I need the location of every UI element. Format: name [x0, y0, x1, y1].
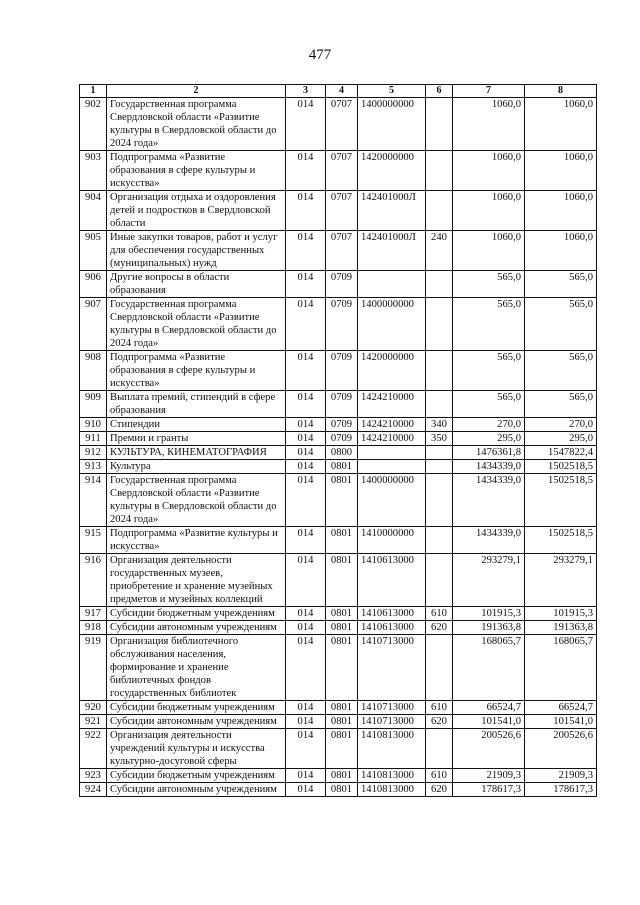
expense-type-cell	[426, 298, 453, 351]
ministry-code-cell: 014	[286, 527, 326, 554]
column-header: 8	[525, 85, 597, 98]
item-name-cell: Государственная программа Свердловской области «Развитие культуры в Свердловской области до 2024 года»	[107, 474, 286, 527]
section-code-cell: 0709	[326, 418, 358, 432]
column-header: 5	[358, 85, 426, 98]
ministry-code-cell: 014	[286, 191, 326, 231]
table-row	[80, 432, 597, 446]
section-code-cell: 0801	[326, 474, 358, 527]
section-code-cell: 0707	[326, 191, 358, 231]
item-name-cell: Культура	[107, 460, 286, 474]
ministry-code-cell: 014	[286, 474, 326, 527]
amount-year2-cell: 1060,0	[525, 98, 597, 151]
item-name-cell: Субсидии бюджетным учреждениям	[107, 607, 286, 621]
row-number-cell: 908	[80, 351, 107, 391]
amount-year1-cell: 565,0	[453, 271, 525, 298]
section-code-cell: 0801	[326, 621, 358, 635]
item-name-cell: Другие вопросы в области образования	[107, 271, 286, 298]
amount-year1-cell: 565,0	[453, 391, 525, 418]
expense-type-cell	[426, 729, 453, 769]
table-row	[80, 271, 597, 298]
target-code-cell: 1400000000	[358, 474, 426, 527]
section-code-cell: 0801	[326, 554, 358, 607]
expense-type-cell	[426, 391, 453, 418]
row-number-cell: 913	[80, 460, 107, 474]
amount-year2-cell: 565,0	[525, 391, 597, 418]
row-number-cell: 915	[80, 527, 107, 554]
item-name-cell: Подпрограмма «Развитие образования в сфере культуры и искусства»	[107, 351, 286, 391]
row-number-cell: 922	[80, 729, 107, 769]
row-number-cell: 903	[80, 151, 107, 191]
target-code-cell	[358, 460, 426, 474]
amount-year2-cell: 1060,0	[525, 191, 597, 231]
table-row	[80, 418, 597, 432]
expense-type-cell: 610	[426, 607, 453, 621]
row-number-cell: 907	[80, 298, 107, 351]
ministry-code-cell: 014	[286, 351, 326, 391]
column-header: 1	[80, 85, 107, 98]
expense-type-cell	[426, 474, 453, 527]
target-code-cell: 1424210000	[358, 418, 426, 432]
amount-year1-cell: 101915,3	[453, 607, 525, 621]
target-code-cell: 1410613000	[358, 607, 426, 621]
item-name-cell: Субсидии автономным учреждениям	[107, 783, 286, 797]
amount-year1-cell: 1060,0	[453, 151, 525, 191]
amount-year1-cell: 178617,3	[453, 783, 525, 797]
item-name-cell: Организация деятельности учреждений культуры и искусства культурно-досуговой сферы	[107, 729, 286, 769]
item-name-cell: Подпрограмма «Развитие культуры и искусства»	[107, 527, 286, 554]
target-code-cell	[358, 446, 426, 460]
section-code-cell: 0709	[326, 271, 358, 298]
amount-year1-cell: 1060,0	[453, 231, 525, 271]
amount-year2-cell: 1060,0	[525, 151, 597, 191]
expense-type-cell: 620	[426, 715, 453, 729]
table-row	[80, 446, 597, 460]
amount-year2-cell: 1547822,4	[525, 446, 597, 460]
amount-year1-cell: 293279,1	[453, 554, 525, 607]
amount-year1-cell: 66524,7	[453, 701, 525, 715]
ministry-code-cell: 014	[286, 432, 326, 446]
amount-year1-cell: 1434339,0	[453, 527, 525, 554]
ministry-code-cell: 014	[286, 607, 326, 621]
target-code-cell: 1424210000	[358, 391, 426, 418]
section-code-cell: 0707	[326, 231, 358, 271]
table-row	[80, 298, 597, 351]
row-number-cell: 920	[80, 701, 107, 715]
ministry-code-cell: 014	[286, 635, 326, 701]
ministry-code-cell: 014	[286, 715, 326, 729]
table-row	[80, 151, 597, 191]
amount-year2-cell: 101915,3	[525, 607, 597, 621]
item-name-cell: Организация деятельности государственных музеев, приобретение и хранение музейных предметов и музейных коллекций	[107, 554, 286, 607]
table-row	[80, 607, 597, 621]
amount-year2-cell: 1502518,5	[525, 474, 597, 527]
expense-type-cell	[426, 554, 453, 607]
amount-year2-cell: 565,0	[525, 271, 597, 298]
amount-year2-cell: 293279,1	[525, 554, 597, 607]
amount-year2-cell: 200526,6	[525, 729, 597, 769]
table-row	[80, 701, 597, 715]
item-name-cell: Организация отдыха и оздоровления детей и подростков в Свердловской области	[107, 191, 286, 231]
column-header: 3	[286, 85, 326, 98]
expense-type-cell	[426, 98, 453, 151]
expense-type-cell	[426, 151, 453, 191]
amount-year1-cell: 1060,0	[453, 191, 525, 231]
expense-type-cell: 610	[426, 701, 453, 715]
expense-type-cell: 350	[426, 432, 453, 446]
amount-year2-cell: 101541,0	[525, 715, 597, 729]
row-number-cell: 910	[80, 418, 107, 432]
section-code-cell: 0709	[326, 351, 358, 391]
row-number-cell: 909	[80, 391, 107, 418]
amount-year1-cell: 101541,0	[453, 715, 525, 729]
amount-year2-cell: 1502518,5	[525, 460, 597, 474]
table-row	[80, 391, 597, 418]
table-row	[80, 729, 597, 769]
section-code-cell: 0801	[326, 701, 358, 715]
section-code-cell: 0801	[326, 729, 358, 769]
target-code-cell	[358, 271, 426, 298]
section-code-cell: 0801	[326, 527, 358, 554]
expense-type-cell: 610	[426, 769, 453, 783]
row-number-cell: 919	[80, 635, 107, 701]
table-row	[80, 98, 597, 151]
ministry-code-cell: 014	[286, 391, 326, 418]
table-row	[80, 769, 597, 783]
amount-year2-cell: 565,0	[525, 298, 597, 351]
item-name-cell: Стипендии	[107, 418, 286, 432]
section-code-cell: 0801	[326, 460, 358, 474]
column-header: 7	[453, 85, 525, 98]
target-code-cell: 1410713000	[358, 715, 426, 729]
target-code-cell: 1410813000	[358, 783, 426, 797]
item-name-cell: Субсидии бюджетным учреждениям	[107, 769, 286, 783]
header-row	[80, 85, 597, 98]
ministry-code-cell: 014	[286, 701, 326, 715]
amount-year2-cell: 168065,7	[525, 635, 597, 701]
column-header: 6	[426, 85, 453, 98]
table-row	[80, 351, 597, 391]
table-row	[80, 635, 597, 701]
table-row	[80, 715, 597, 729]
target-code-cell: 1400000000	[358, 98, 426, 151]
row-number-cell: 904	[80, 191, 107, 231]
table-row	[80, 191, 597, 231]
ministry-code-cell: 014	[286, 729, 326, 769]
expense-type-cell: 340	[426, 418, 453, 432]
item-name-cell: Организация библиотечного обслуживания населения, формирование и хранение библиотечных фондов государственных библиотек	[107, 635, 286, 701]
amount-year1-cell: 168065,7	[453, 635, 525, 701]
amount-year2-cell: 66524,7	[525, 701, 597, 715]
row-number-cell: 906	[80, 271, 107, 298]
amount-year2-cell: 295,0	[525, 432, 597, 446]
section-code-cell: 0801	[326, 783, 358, 797]
section-code-cell: 0707	[326, 151, 358, 191]
table-row	[80, 783, 597, 797]
amount-year2-cell: 191363,8	[525, 621, 597, 635]
section-code-cell: 0709	[326, 432, 358, 446]
amount-year1-cell: 1476361,8	[453, 446, 525, 460]
amount-year1-cell: 21909,3	[453, 769, 525, 783]
ministry-code-cell: 014	[286, 418, 326, 432]
amount-year2-cell: 270,0	[525, 418, 597, 432]
section-code-cell: 0709	[326, 391, 358, 418]
expense-type-cell	[426, 351, 453, 391]
target-code-cell: 142401000Л	[358, 191, 426, 231]
row-number-cell: 921	[80, 715, 107, 729]
amount-year1-cell: 270,0	[453, 418, 525, 432]
target-code-cell: 1420000000	[358, 351, 426, 391]
target-code-cell: 1424210000	[358, 432, 426, 446]
ministry-code-cell: 014	[286, 554, 326, 607]
amount-year1-cell: 191363,8	[453, 621, 525, 635]
column-header: 2	[107, 85, 286, 98]
amount-year1-cell: 295,0	[453, 432, 525, 446]
expense-type-cell	[426, 635, 453, 701]
budget-table	[79, 84, 597, 797]
table-row	[80, 621, 597, 635]
row-number-cell: 916	[80, 554, 107, 607]
ministry-code-cell: 014	[286, 231, 326, 271]
amount-year2-cell: 178617,3	[525, 783, 597, 797]
row-number-cell: 912	[80, 446, 107, 460]
ministry-code-cell: 014	[286, 769, 326, 783]
target-code-cell: 1410713000	[358, 701, 426, 715]
amount-year1-cell: 565,0	[453, 298, 525, 351]
target-code-cell: 1410813000	[358, 729, 426, 769]
page-number: 477	[308, 47, 332, 63]
amount-year2-cell: 1060,0	[525, 231, 597, 271]
table-row	[80, 474, 597, 527]
table-row	[80, 231, 597, 271]
table-row	[80, 554, 597, 607]
expense-type-cell: 240	[426, 231, 453, 271]
target-code-cell: 1410713000	[358, 635, 426, 701]
item-name-cell: КУЛЬТУРА, КИНЕМАТОГРАФИЯ	[107, 446, 286, 460]
section-code-cell: 0801	[326, 769, 358, 783]
ministry-code-cell: 014	[286, 298, 326, 351]
ministry-code-cell: 014	[286, 783, 326, 797]
section-code-cell: 0709	[326, 298, 358, 351]
table-row	[80, 527, 597, 554]
row-number-cell: 914	[80, 474, 107, 527]
item-name-cell: Подпрограмма «Развитие образования в сфере культуры и искусства»	[107, 151, 286, 191]
section-code-cell: 0801	[326, 607, 358, 621]
target-code-cell: 1410000000	[358, 527, 426, 554]
ministry-code-cell: 014	[286, 460, 326, 474]
expense-type-cell	[426, 460, 453, 474]
item-name-cell: Субсидии автономным учреждениям	[107, 715, 286, 729]
table-body	[80, 98, 597, 797]
ministry-code-cell: 014	[286, 151, 326, 191]
amount-year1-cell: 565,0	[453, 351, 525, 391]
target-code-cell: 1400000000	[358, 298, 426, 351]
amount-year2-cell: 21909,3	[525, 769, 597, 783]
expense-type-cell: 620	[426, 783, 453, 797]
item-name-cell: Субсидии бюджетным учреждениям	[107, 701, 286, 715]
row-number-cell: 924	[80, 783, 107, 797]
table-row	[80, 460, 597, 474]
item-name-cell: Выплата премий, стипендий в сфере образования	[107, 391, 286, 418]
expense-type-cell: 620	[426, 621, 453, 635]
expense-type-cell	[426, 527, 453, 554]
target-code-cell: 1410813000	[358, 769, 426, 783]
amount-year1-cell: 200526,6	[453, 729, 525, 769]
item-name-cell: Государственная программа Свердловской области «Развитие культуры в Свердловской области до 2024 года»	[107, 298, 286, 351]
amount-year1-cell: 1434339,0	[453, 460, 525, 474]
ministry-code-cell: 014	[286, 621, 326, 635]
row-number-cell: 905	[80, 231, 107, 271]
expense-type-cell	[426, 271, 453, 298]
section-code-cell: 0801	[326, 715, 358, 729]
amount-year2-cell: 1502518,5	[525, 527, 597, 554]
item-name-cell: Государственная программа Свердловской области «Развитие культуры в Свердловской области до 2024 года»	[107, 98, 286, 151]
row-number-cell: 923	[80, 769, 107, 783]
section-code-cell: 0707	[326, 98, 358, 151]
item-name-cell: Премии и гранты	[107, 432, 286, 446]
section-code-cell: 0801	[326, 635, 358, 701]
target-code-cell: 142401000Л	[358, 231, 426, 271]
column-header: 4	[326, 85, 358, 98]
row-number-cell: 902	[80, 98, 107, 151]
row-number-cell: 917	[80, 607, 107, 621]
target-code-cell: 1420000000	[358, 151, 426, 191]
target-code-cell: 1410613000	[358, 621, 426, 635]
ministry-code-cell: 014	[286, 271, 326, 298]
amount-year1-cell: 1434339,0	[453, 474, 525, 527]
expense-type-cell	[426, 446, 453, 460]
item-name-cell: Иные закупки товаров, работ и услуг для обеспечения государственных (муниципальных) нужд	[107, 231, 286, 271]
item-name-cell: Субсидии автономным учреждениям	[107, 621, 286, 635]
ministry-code-cell: 014	[286, 98, 326, 151]
target-code-cell: 1410613000	[358, 554, 426, 607]
row-number-cell: 911	[80, 432, 107, 446]
amount-year2-cell: 565,0	[525, 351, 597, 391]
ministry-code-cell: 014	[286, 446, 326, 460]
amount-year1-cell: 1060,0	[453, 98, 525, 151]
row-number-cell: 918	[80, 621, 107, 635]
expense-type-cell	[426, 191, 453, 231]
section-code-cell: 0800	[326, 446, 358, 460]
